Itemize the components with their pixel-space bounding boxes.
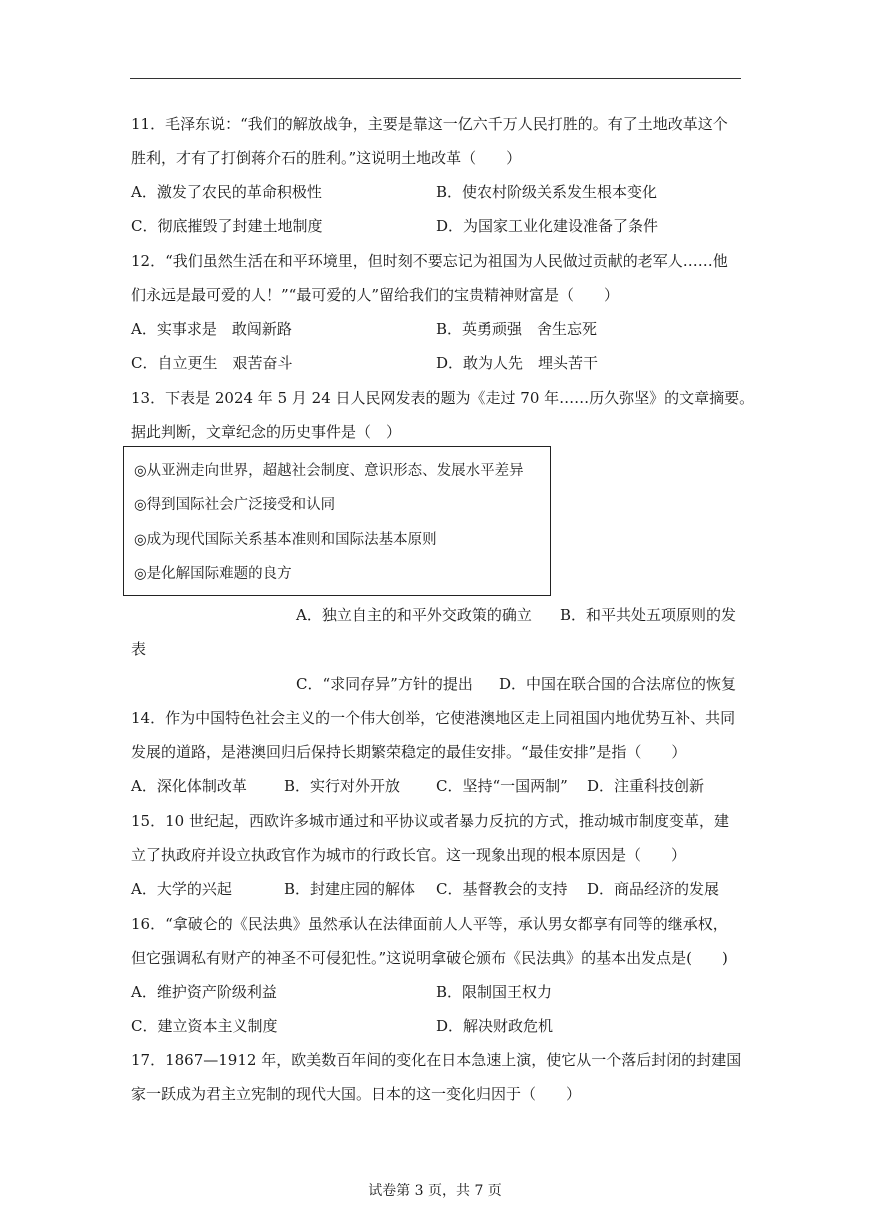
q14-stem: 14．作为中国特色社会主义的一个伟大创举，它使港澳地区走上同祖国内地优势互补、共同 (131, 709, 736, 727)
q16-option-b: B．限制国王权力 (436, 983, 553, 1001)
q17-stem-cont: 家一跃成为君主立宪制的现代大国。日本的这一变化归因于（ ） (131, 1085, 582, 1103)
q14-option-a: A．深化体制改革 (131, 777, 247, 795)
q13-summary-box (123, 446, 551, 596)
q15-option-c: C．基督教会的支持 (436, 880, 568, 898)
q17-stem: 17．1867—1912 年，欧美数百年间的变化在日本急速上演，使它从一个落后封闭的封建国 (131, 1051, 742, 1069)
q13-box-item: ◎从亚洲走向世界，超越社会制度、意识形态、发展水平差异 (134, 463, 524, 479)
q11-option-c: C．彻底摧毁了封建土地制度 (131, 217, 323, 235)
q12-option-a: A．实事求是 敢闯新路 (131, 320, 292, 338)
q13-option-b-cont: 表 (131, 640, 147, 658)
q13-stem-cont: 据此判断，文章纪念的历史事件是（ ） (131, 423, 402, 441)
header-rule (130, 78, 741, 79)
q13-box-item: ◎是化解国际难题的良方 (134, 566, 292, 582)
q13-stem: 13．下表是 2024 年 5 月 24 日人民网发表的题为《走过 70 年……历久弥坚》的文章摘要。 (131, 389, 755, 407)
q12-stem: 12．“我们虽然生活在和平环境里，但时刻不要忘记为祖国为人民做过贡献的老军人……他 (131, 252, 728, 270)
q12-option-b: B．英勇顽强 舍生忘死 (436, 320, 598, 338)
q14-option-b: B．实行对外开放 (284, 777, 401, 795)
q11-option-b: B．使农村阶级关系发生根本变化 (436, 183, 658, 201)
q15-option-b: B．封建庄园的解体 (284, 880, 416, 898)
q11-stem-cont: 胜利，才有了打倒蒋介石的胜利。”这说明土地改革（ ） (131, 149, 522, 167)
q15-option-d: D．商品经济的发展 (587, 880, 720, 898)
q14-stem-cont: 发展的道路，是港澳回归后保持长期繁荣稳定的最佳安排。“最佳安排”是指（ ） (131, 743, 687, 761)
q15-stem: 15．10 世纪起，西欧许多城市通过和平协议或者暴力反抗的方式，推动城市制度变革，建 (131, 812, 729, 830)
q13-box-item: ◎成为现代国际关系基本准则和国际法基本原则 (134, 532, 437, 548)
q11-option-d: D．为国家工业化建设准备了条件 (436, 217, 659, 235)
page-footer: 试卷第 3 页，共 7 页 (368, 1183, 502, 1199)
q13-option-b: B．和平共处五项原则的发 (560, 606, 737, 624)
q16-option-c: C．建立资本主义制度 (131, 1017, 278, 1035)
q16-stem: 16．“拿破仑的《民法典》虽然承认在法律面前人人平等，承认男女都享有同等的继承权， (131, 915, 728, 933)
q16-option-d: D．解决财政危机 (436, 1017, 554, 1035)
q11-stem: 11．毛泽东说：“我们的解放战争，主要是靠这一亿六千万人民打胜的。有了土地改革这个 (131, 115, 728, 133)
q13-option-c: C．“求同存异”方针的提出 (296, 675, 473, 693)
q16-stem-cont: 但它强调私有财产的神圣不可侵犯性。”这说明拿破仑颁布《民法典》的基本出发点是( ) (131, 949, 728, 967)
q11-option-a: A．激发了农民的革命积极性 (131, 183, 322, 201)
q14-option-d: D．注重科技创新 (587, 777, 705, 795)
q16-option-a: A．维护资产阶级利益 (131, 983, 277, 1001)
q13-option-d: D．中国在联合国的合法席位的恢复 (499, 675, 737, 693)
q12-stem-cont: 们永远是最可爱的人！”“最可爱的人”留给我们的宝贵精神财富是（ ） (131, 286, 620, 304)
q15-option-a: A．大学的兴起 (131, 880, 232, 898)
q14-option-c: C．坚持“一国两制” (436, 777, 568, 795)
q12-option-d: D．敢为人先 埋头苦干 (436, 354, 599, 372)
q12-option-c: C．自立更生 艰苦奋斗 (131, 354, 293, 372)
q13-option-a: A．独立自主的和平外交政策的确立 (296, 606, 532, 624)
q13-box-item: ◎得到国际社会广泛接受和认同 (134, 497, 336, 513)
q15-stem-cont: 立了执政府并设立执政官作为城市的行政长官。这一现象出现的根本原因是（ ） (131, 846, 687, 864)
